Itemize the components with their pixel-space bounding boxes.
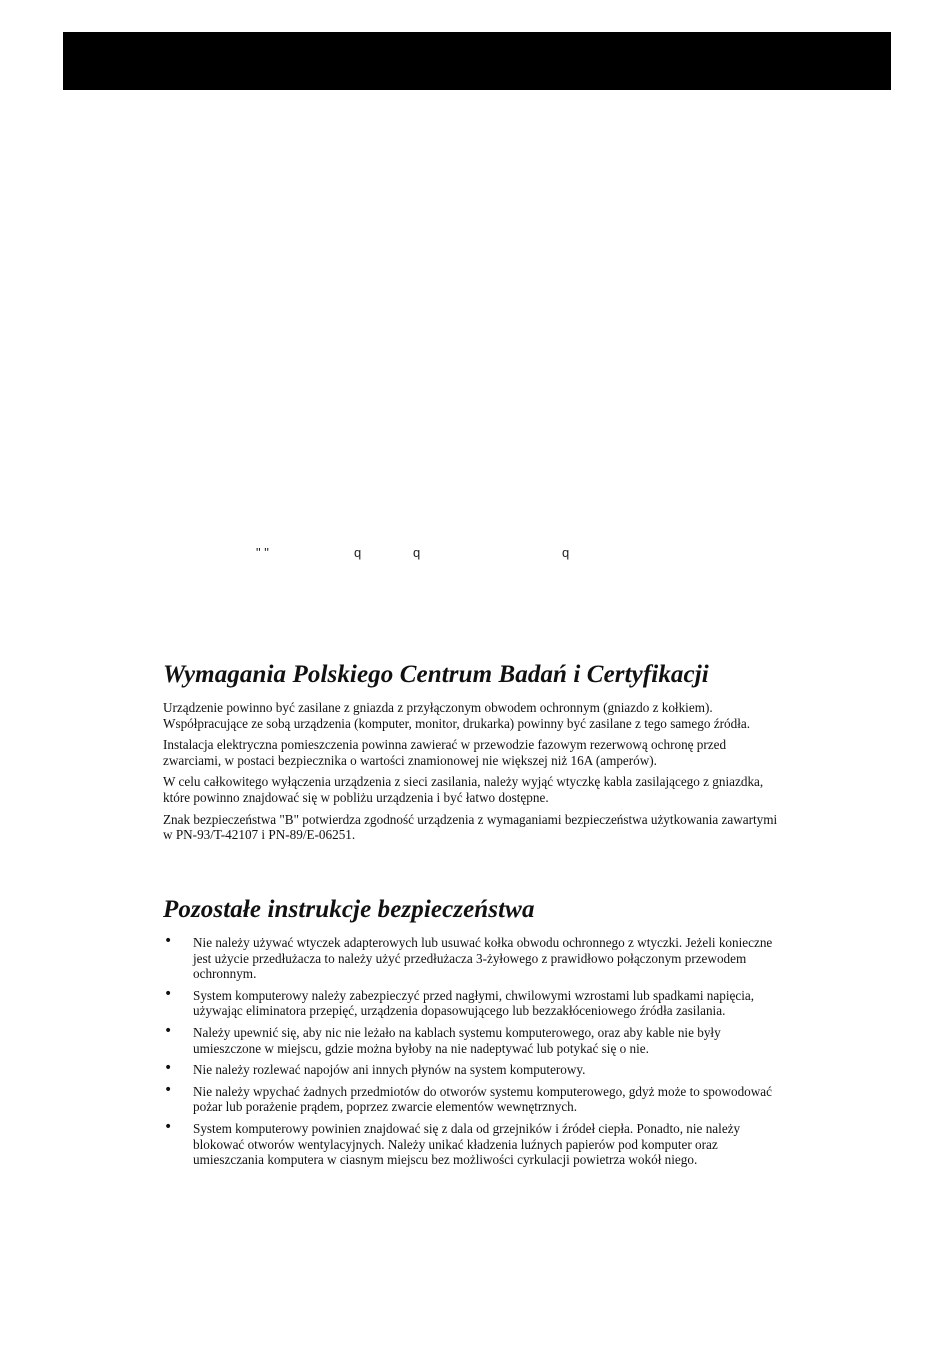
stray-mark: q <box>354 545 362 560</box>
paragraph: Instalacja elektryczna pomieszczenia powinna zawierać w przewodzie fazowym rezerwową ochronę przed zwarciami, w postaci bezpiecznika o wartości znamionowej nie większej niż 16A (amperów). <box>163 737 727 768</box>
list-item <box>163 1062 783 1078</box>
list-item-text: System komputerowy należy zabezpieczyć przed nagłymi, chwilowymi wzrostami lub spadkami napięcia, używając eliminatora przepięć, urządzenia dopasowującego lub bezzakłóceniowego źródła zasilania. <box>193 987 755 1019</box>
list-item <box>163 1022 783 1056</box>
list-item <box>163 935 783 982</box>
section-title: Wymagania Polskiego Centrum Badań i Certyfikacji <box>163 661 709 688</box>
paragraph: Znak bezpieczeństwa "B" potwierdza zgodność urządzenia z wymaganiami bezpieczeństwa użytkowania zawartymi w PN-93/T-42107 i PN-89/E-06251. <box>163 811 778 843</box>
list-item-text: Nie należy wpychać żadnych przedmiotów do otworów systemu komputerowego, gdyż może to spowodować pożar lub porażenie prądem, poprzez zwarcie elementów wewnętrznych. <box>193 1083 772 1115</box>
bullet-icon: • <box>164 1022 173 1039</box>
list-item-text: System komputerowy powinien znajdować się z dala od grzejników i źródeł ciepła. Ponadto, nie należy blokować otworów wentylacyjnych. Należy unikać kładzenia luźnych papierów pod komputer oraz umieszczania komputera w ciasnym miejscu bez możliwości cyrkulacji powietrza wokół niego. <box>193 1120 741 1168</box>
list-item <box>163 985 783 1019</box>
bullet-icon: • <box>164 933 173 949</box>
list-item <box>163 1118 783 1168</box>
pcbc-requirements-section <box>163 660 783 849</box>
bullet-icon: • <box>164 1081 173 1098</box>
paragraph: W celu całkowitego wyłączenia urządzenia z sieci zasilania, należy wyjąć wtyczkę kabla zasilającego z gniazdka, które powinno znajdować się w pobliżu urządzenia i być łatwo dostępne. <box>163 774 764 805</box>
stray-mark: q <box>413 545 421 560</box>
list-item-text: Nie należy rozlewać napojów ani innych płynów na system komputerowy. <box>193 1062 586 1078</box>
list-item <box>163 1081 783 1115</box>
stray-marks <box>0 545 950 565</box>
bullet-icon: • <box>164 1118 173 1135</box>
header-bar <box>63 32 891 90</box>
list-item-text: Należy upewnić się, aby nic nie leżało na kablach systemu komputerowego, oraz aby kable nie były umieszczone w miejscu, gdzie można byłoby na nie nadeptywać lub potykać się o nie. <box>193 1024 721 1056</box>
other-safety-instructions-section <box>163 895 783 1174</box>
instruction-list <box>163 935 783 1168</box>
bullet-icon: • <box>164 1060 173 1077</box>
list-item-text: Nie należy używać wtyczek adapterowych lub usuwać kołka obwodu ochronnego z wtyczki. Jeżeli konieczne jest użycie przedłużacza to należy użyć przedłużacza 3-żyłowego z prawidłowo połączonym przewodem ochronnym. <box>193 935 773 982</box>
stray-mark: q <box>562 545 570 560</box>
section-title: Pozostałe instrukcje bezpieczeństwa <box>163 896 535 923</box>
bullet-icon: • <box>164 985 173 1002</box>
paragraph: Urządzenie powinno być zasilane z gniazda z przyłączonym obwodem ochronnym (gniazdo z kołkiem). Współpracujące ze sobą urządzenia (komputer, monitor, drukarka) powinny być zasilane z tego samego źródła. <box>163 700 751 731</box>
stray-mark: " " <box>256 545 269 560</box>
